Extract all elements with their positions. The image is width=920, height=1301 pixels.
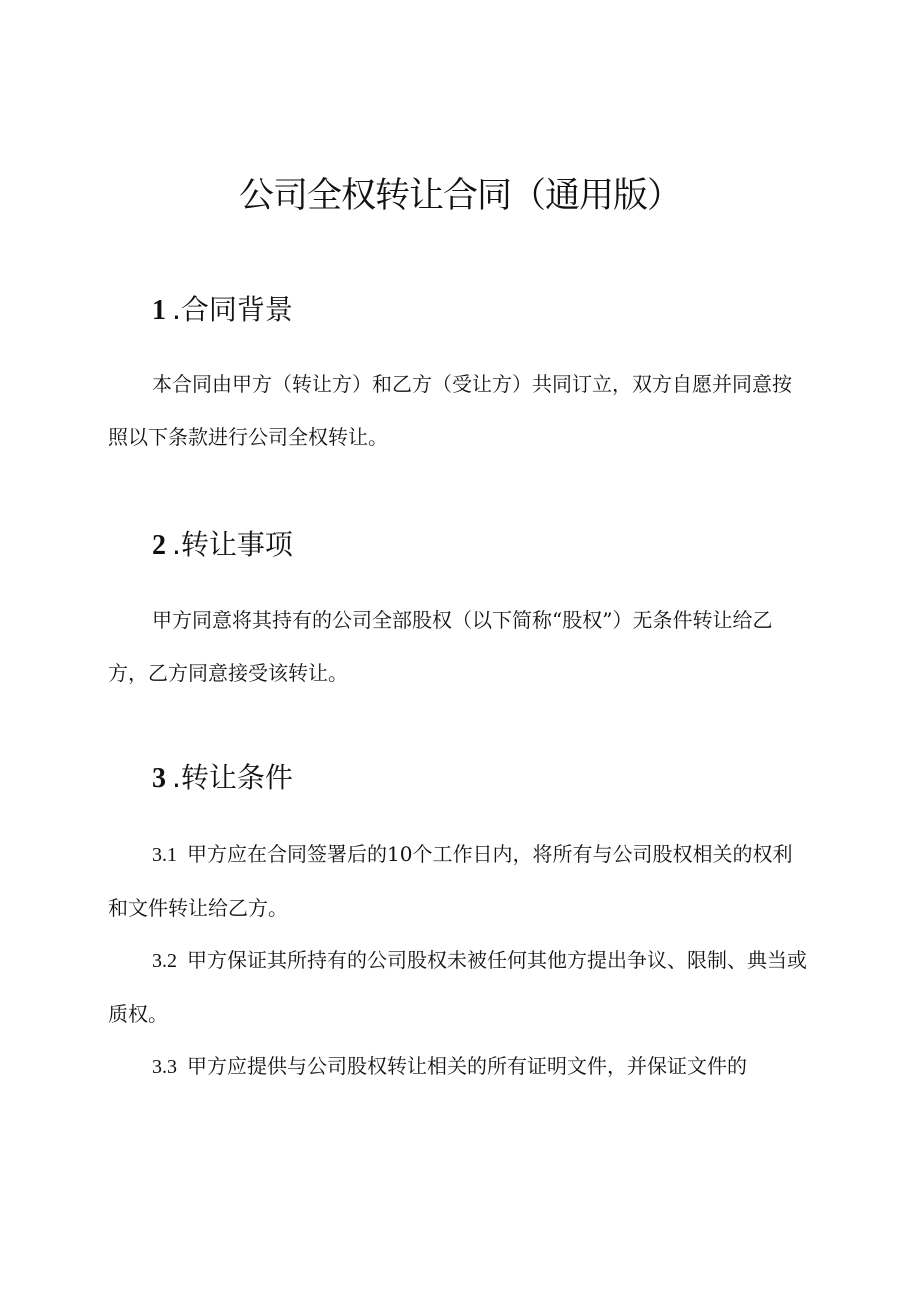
section-title: .转让事项 (172, 528, 293, 561)
clause-3-2 (108, 934, 808, 1041)
clause-3-3 (108, 1040, 808, 1094)
clause-number: 3.3 (152, 1056, 177, 1078)
clause-text: 甲方应在合同签署后的10个工作日内，将所有与公司股权相关的权利和文件转让给乙方。 (108, 842, 793, 920)
section-number: 1 (152, 295, 166, 326)
paragraph-background: 本合同由甲方（转让方）和乙方（受让方）共同订立，双方自愿并同意按照以下条款进行公司全权转让。 (108, 372, 792, 449)
clause-number: 3.1 (152, 844, 177, 866)
clause-number: 3.2 (152, 950, 177, 972)
document-title: 公司全权转让合同（通用版） (238, 176, 681, 216)
section-heading-background (152, 292, 293, 329)
clause-text: 甲方保证其所持有的公司股权未被任何其他方提出争议、限制、典当或质权。 (108, 948, 807, 1026)
section-heading-transfer-conditions (152, 760, 293, 797)
paragraph-transfer-matters: 甲方同意将其持有的公司全部股权（以下简称“股权”）无条件转让给乙方，乙方同意接受该转让。 (108, 608, 773, 685)
clause-text: 甲方应提供与公司股权转让相关的所有证明文件，并保证文件的 (187, 1054, 747, 1078)
section-title: .转让条件 (172, 761, 293, 794)
section-heading-transfer-matters (152, 527, 293, 564)
section-number: 2 (152, 530, 166, 561)
section-title: .合同背景 (172, 293, 293, 326)
clause-3-1 (108, 828, 808, 935)
section-number: 3 (152, 763, 166, 794)
